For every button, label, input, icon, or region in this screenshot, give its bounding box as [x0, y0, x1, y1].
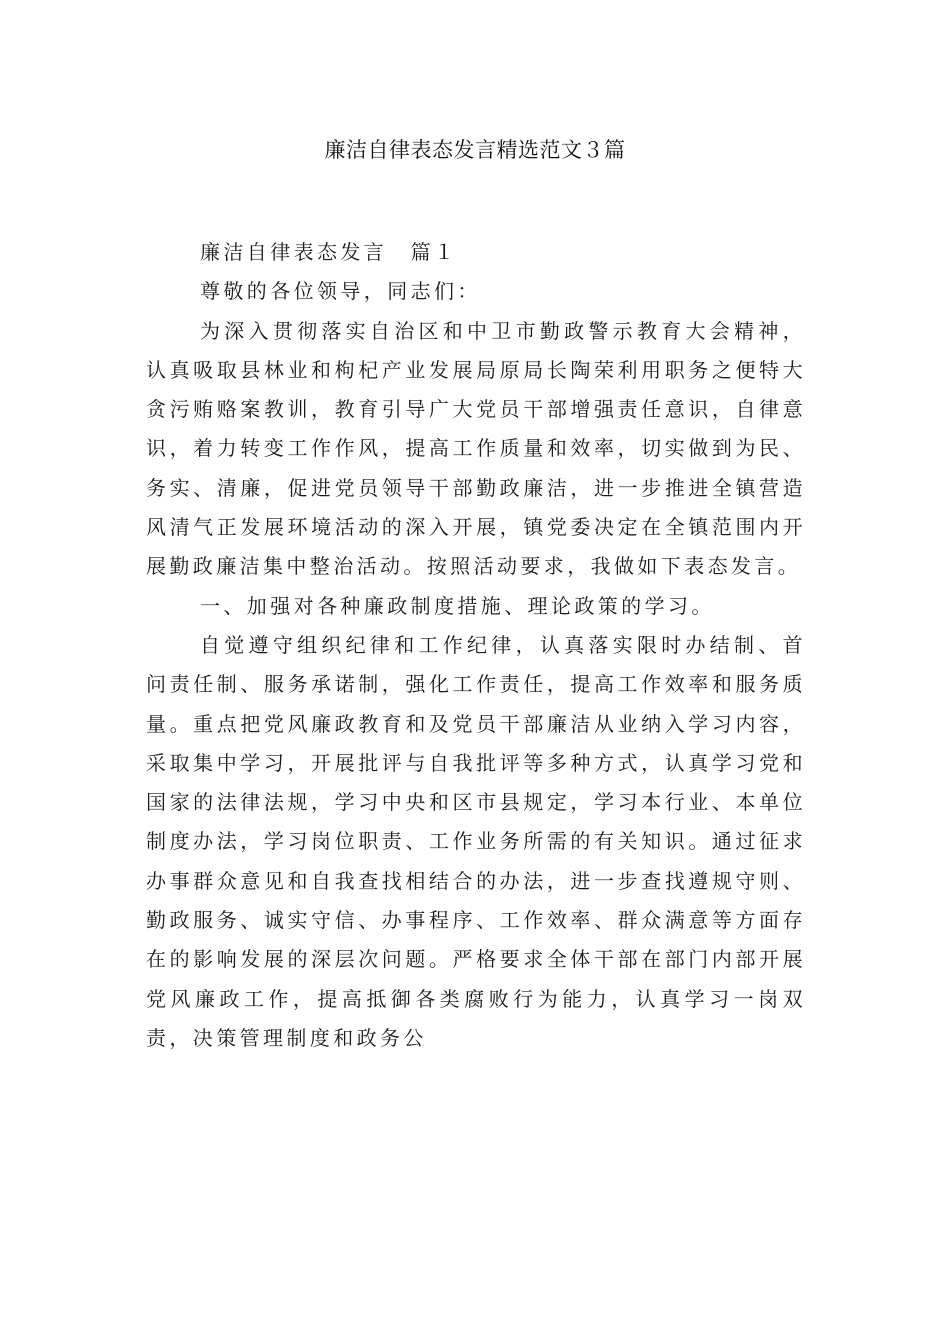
document-title: 廉洁自律表态发言精选范文３篇 — [324, 138, 626, 162]
section-heading: 廉洁自律表态发言 篇１ — [200, 240, 458, 264]
paragraph: 为深入贯彻落实自治区和中卫市勤政警示教育大会精神，认真吸取县林业和枸杞产业发展局原局长陶荣利用职务之便特大贪污贿赂案教训，教育引导广大党员干部增强责任意识，自律意识，着力转变工作作风，提高工作质量和效率，切实做到为民、务实、清廉，促进党员领导干部勤政廉洁，进一步推进全镇营造风清气正发展环境活动的深入开展，镇党委决定在全镇范围内开展勤政廉洁集中整治活动。按照活动要求，我做如下表态发言。 — [146, 318, 806, 579]
paragraph: 自觉遵守组织纪律和工作纪律，认真落实限时办结制、首问责任制、服务承诺制，强化工作责任，提高工作效率和服务质量。重点把党风廉政教育和及党员干部廉洁从业纳入学习内容，采取集中学习，开展批评与自我批评等多种方式，认真学习党和国家的法律法规，学习中央和区市县规定，学习本行业、本单位制度办法，学习岗位职责、工作业务所需的有关知识。通过征求办事群众意见和自我查找相结合的办法，进一步查找遵规守则、勤政服务、诚实守信、办事程序、工作效率、群众满意等方面存在的影响发展的深层次问题。严格要求全体干部在部门内部开展党风廉政工作，提高抵御各类腐败行为能力，认真学习一岗双责，决策管理制度和政务公 — [146, 632, 806, 1050]
document-body — [146, 233, 806, 1058]
salutation: 尊敬的各位领导，同志们： — [200, 279, 481, 304]
subheading: 一、加强对各种廉政制度措施、理论政策的学习。 — [200, 593, 715, 618]
